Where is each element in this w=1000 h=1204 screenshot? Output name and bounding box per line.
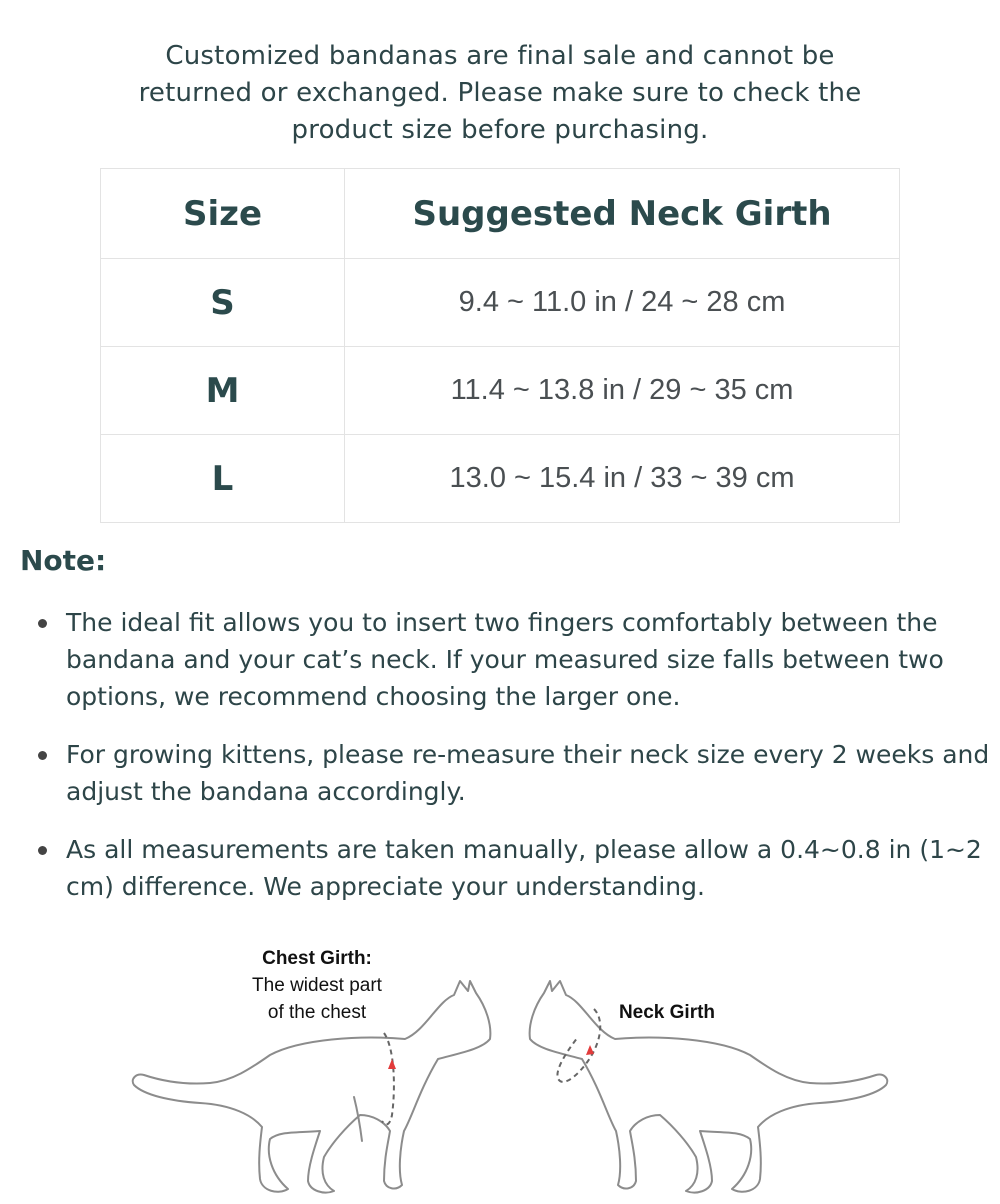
neck-girth-title: Neck Girth — [618, 1002, 716, 1023]
size-chart-table — [100, 168, 900, 523]
chest-girth-title: Chest Girth: — [262, 948, 372, 969]
header-neck-girth: Suggested Neck Girth — [345, 169, 900, 259]
girth-m: 11.4 ~ 13.8 in / 29 ~ 35 cm — [345, 347, 900, 435]
chest-girth-desc-2: of the chest — [267, 1002, 367, 1023]
size-m: M — [101, 347, 345, 435]
measurement-diagram — [120, 935, 900, 1200]
bullet-icon — [38, 751, 47, 760]
table-row — [101, 347, 900, 435]
chest-arrow-icon — [388, 1059, 396, 1069]
note-heading: Note: — [20, 544, 107, 577]
header-size: Size — [101, 169, 345, 259]
table-row — [101, 435, 900, 523]
list-item — [0, 831, 1000, 905]
final-sale-notice: Customized bandanas are final sale and cannot be returned or exchanged. Please make sure to check the product size before purchasing. — [138, 41, 862, 145]
girth-l: 13.0 ~ 15.4 in / 33 ~ 39 cm — [345, 435, 900, 523]
bullet-icon — [38, 846, 47, 855]
girth-s: 9.4 ~ 11.0 in / 24 ~ 28 cm — [345, 259, 900, 347]
neck-arrow-icon — [586, 1045, 594, 1055]
chest-girth-desc-1: The widest part — [252, 975, 382, 996]
note-text: The ideal fit allows you to insert two fingers comfortably between the bandana and your cat’s neck. If your measured size falls between two options, we recommend choosing the larger one. — [66, 608, 944, 711]
cat-measurement-illustration — [120, 935, 900, 1200]
note-text: As all measurements are taken manually, please allow a 0.4~0.8 in (1~2 cm) difference. We appreciate your understanding. — [66, 835, 982, 901]
size-s: S — [101, 259, 345, 347]
size-l: L — [101, 435, 345, 523]
list-item — [0, 604, 1000, 715]
note-list — [0, 604, 1000, 926]
table-header-row — [101, 169, 900, 259]
bullet-icon — [38, 619, 47, 628]
neck-girth-marker — [557, 1009, 600, 1082]
list-item — [0, 736, 1000, 810]
table-row — [101, 259, 900, 347]
note-text: For growing kittens, please re-measure their neck size every 2 weeks and adjust the bandana accordingly. — [66, 740, 990, 806]
chest-girth-marker — [382, 1033, 396, 1124]
